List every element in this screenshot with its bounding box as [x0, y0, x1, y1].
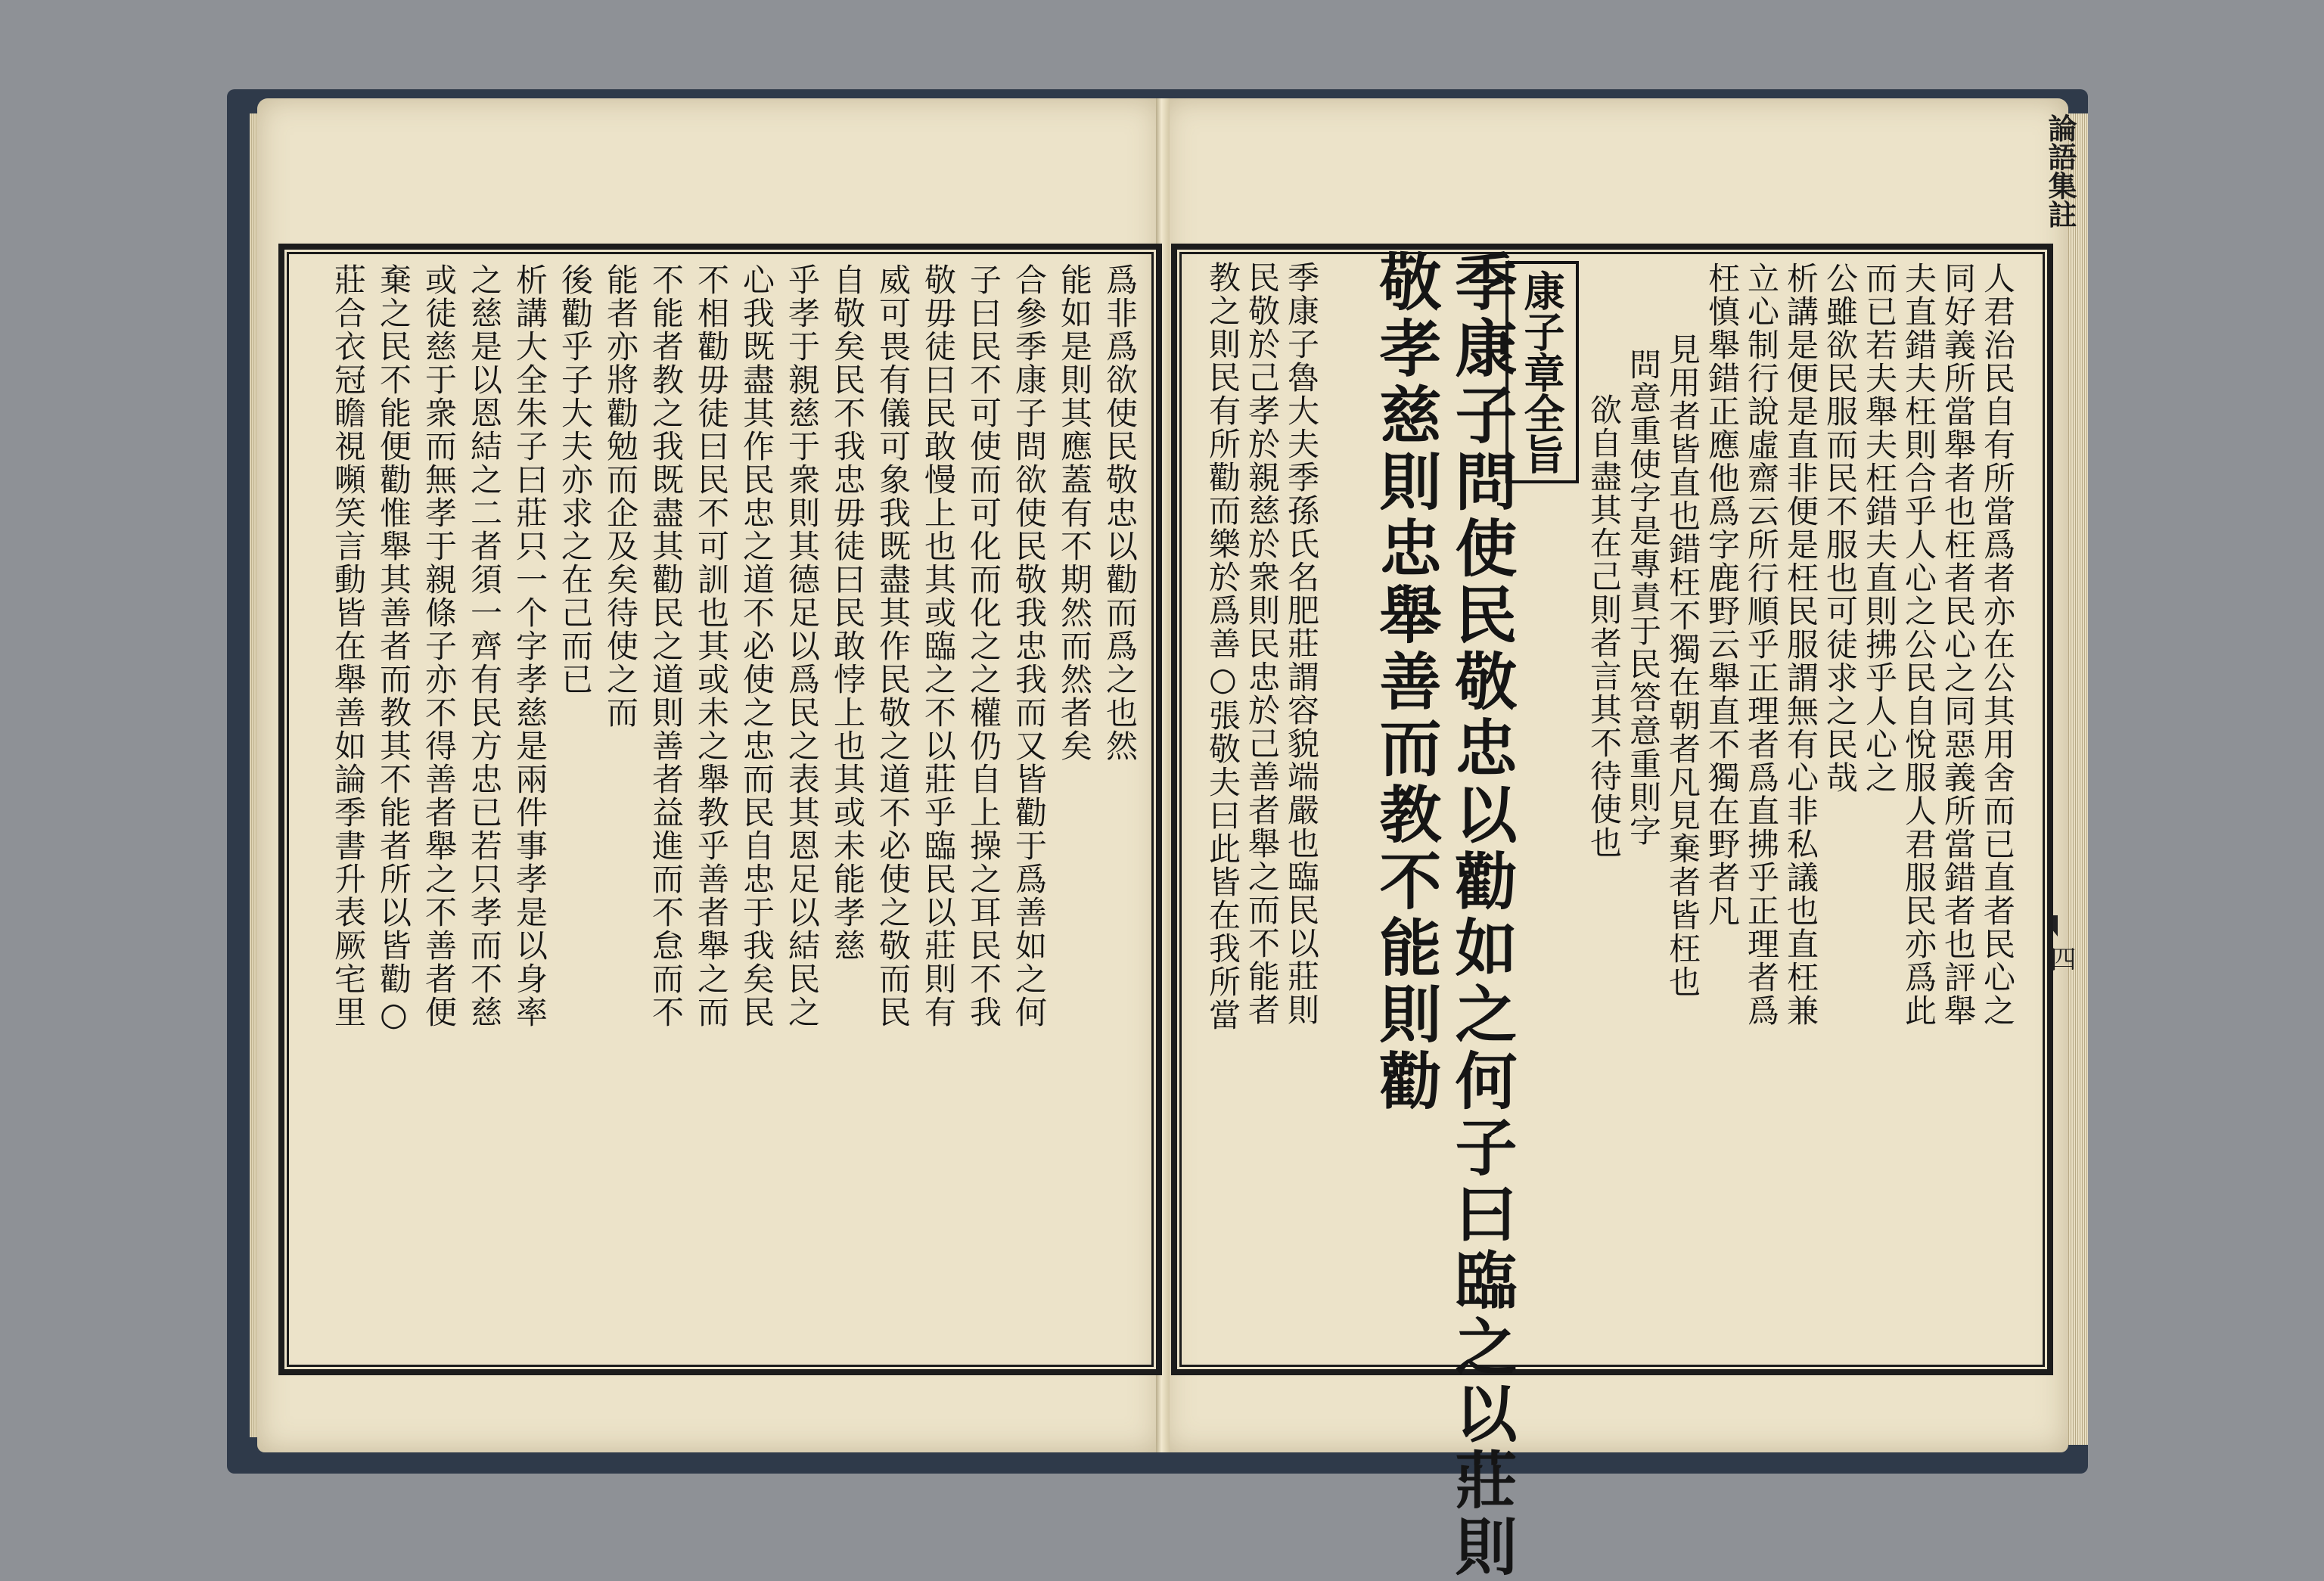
right-col-5: 公雖欲民服而民不服也可徒求之民哉	[1822, 262, 1859, 794]
left-col-18: 莊合衣冠瞻視嚬笑言動皆在舉善如論季書升表厥宅里	[330, 263, 367, 1029]
left-col-13: 後勸乎子大夫亦求之在己而已	[557, 263, 594, 696]
chapter-tag: 康子章全旨	[1505, 261, 1579, 483]
commentary-col-3: 教之則民有所勸而樂於爲善○張敬夫曰此皆在我所當	[1204, 261, 1241, 1032]
left-col-8: 乎孝于親慈于衆則其德足以爲民之表其恩足以結民之	[784, 263, 821, 1029]
left-col-12: 能者亦將勸勉而企及矣待使之而	[602, 263, 639, 729]
right-col-7: 立心制行說虛齋云所行順乎正理者爲直拂乎正理者爲	[1743, 262, 1780, 1027]
commentary-col-1: 季康子魯大夫季孫氏名肥莊謂容貌端嚴也臨民以莊則	[1283, 261, 1320, 1027]
right-col-9: 見用者皆直也錯枉不獨在朝者凡見棄者皆枉也	[1664, 333, 1701, 999]
left-col-11: 不能者教之我既盡其勸民之道則善者益進而不怠而不	[648, 263, 685, 1029]
right-col-3: 夫直錯夫枉則合乎人心之公民自悅服人君服民亦爲此	[1900, 262, 1937, 1027]
left-col-9: 心我既盡其作民忠之道不必使之忠而民自忠于我矣民	[738, 263, 775, 1029]
right-col-8: 枉慎舉錯正應他爲字鹿野云舉直不獨在野者凡	[1704, 262, 1741, 927]
commentary-col-2: 民敬於己孝於親慈於衆則民忠於己善者舉之而不能者	[1244, 261, 1281, 1027]
right-col-10: 問意重使字是專責于民答意重則字	[1625, 348, 1662, 847]
right-margin-title: 論語集註	[2043, 113, 2077, 228]
right-col-11: 欲自盡其在己則者言其不待使也	[1586, 393, 1623, 859]
main-text-col-2: 敬孝慈則忠舉善而教不能則勸	[1369, 250, 1442, 1115]
left-col-4: 子曰民不可使而可化而化之之權仍自上操之耳民不我	[965, 263, 1002, 1029]
left-col-15: 之慈是以恩結之二者須一齊有民方忠已若只孝而不慈	[466, 263, 503, 1029]
right-col-1: 人君治民自有所當爲者亦在公其用舍而已直者民心之	[1979, 262, 2016, 1027]
right-col-6: 析講是便是直非便是枉民服謂無有心非私議也直枉兼	[1782, 262, 1819, 1027]
left-col-5: 敬毋徒曰民敢慢上也其或臨之不以莊乎臨民以莊則有	[920, 263, 957, 1029]
left-col-6: 威可畏有儀可象我既盡其作民敬之道不必使之敬而民	[875, 263, 912, 1029]
right-folio: 四	[2046, 946, 2076, 971]
left-col-7: 自敬矣民不我忠毋徒曰民敢悖上也其或未能孝慈	[829, 263, 866, 962]
left-col-10: 不相勸毋徒曰民不可訓也其或未之舉教乎善者舉之而	[693, 263, 730, 1029]
left-col-14: 析講大全朱子曰莊只一个字孝慈是兩件事孝是以身率	[511, 263, 548, 1029]
left-col-17: 棄之民不能便勸惟舉其善者而教其不能者所以皆勸○	[375, 263, 412, 1034]
left-col-3: 合參季康子問欲使民敬我忠我而又皆勸于爲善如之何	[1011, 263, 1048, 1029]
main-text-col-1: 季康子問使民敬忠以勸如之何子曰臨之以莊則	[1445, 250, 1518, 1581]
left-col-16: 或徒慈于衆而無孝于親條子亦不得善者舉之不善者便	[421, 263, 458, 1029]
right-col-4: 而已若夫舉夫枉錯夫直則拂乎人心之	[1861, 262, 1898, 794]
right-col-2: 同好義所當舉者也枉者民心之同惡義所當錯者也評舉	[1940, 262, 1977, 1027]
left-col-2: 能如是則其應蓋有不期然而然者矣	[1056, 263, 1093, 763]
left-col-1: 爲非爲欲使民敬忠以勸而爲之也然	[1101, 263, 1139, 763]
